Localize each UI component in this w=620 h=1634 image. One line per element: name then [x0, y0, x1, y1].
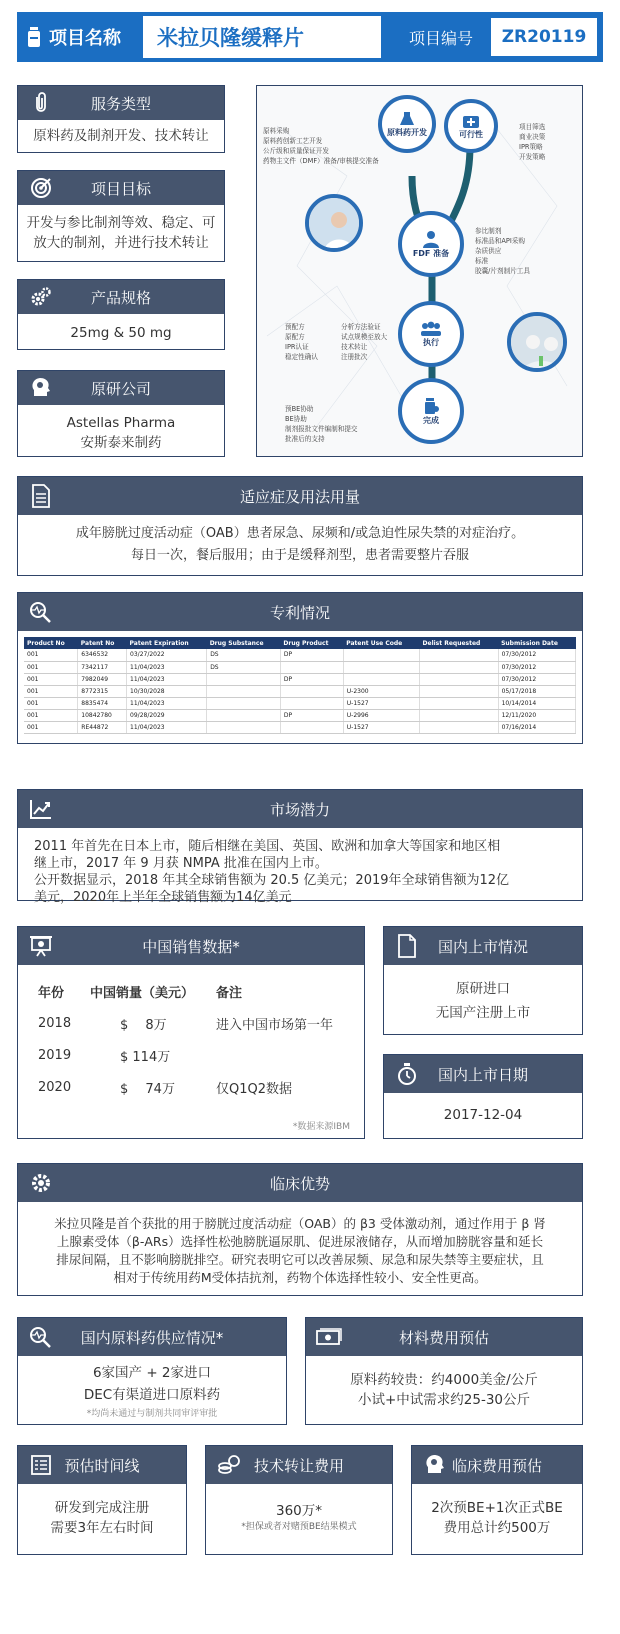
product-spec-title: 产品规格	[90, 288, 151, 307]
bullets-feasibility: 项目筛选 商业决策 IPR策略 开发策略	[519, 123, 546, 161]
table-header-row: 年份 中国销量（美元） 备注	[38, 985, 243, 1001]
node-api-development: 原料药开发	[378, 95, 436, 153]
material-cost-card	[305, 1317, 583, 1425]
document-icon	[394, 933, 420, 959]
checklist-icon	[28, 1452, 54, 1478]
patent-table	[24, 637, 576, 734]
product-spec-card	[17, 279, 225, 350]
header-bar	[17, 12, 603, 62]
timeline-line1: 研发到完成注册	[54, 1500, 150, 1516]
material-cost-line1: 原料药较贵：约4000美金/公斤	[350, 1372, 538, 1388]
stopwatch-icon	[394, 1061, 420, 1087]
indication-line2: 每日一次，餐后服用；由于是缓释剂型，患者需要整片吞服	[130, 548, 469, 563]
table-row: 2019 $ 114万	[38, 1047, 171, 1065]
head-gear-icon	[422, 1452, 448, 1478]
table-header-row: Product No Patent No Patent Expiration Drug Substance Drug Product Patent Use Code Delist Requested Submission Date	[24, 637, 576, 649]
team-icon	[420, 321, 442, 337]
market-line4: 美元，2020年上半年全球销售额为14亿美元	[34, 890, 292, 905]
clinical-advantage-line2: 上腺素受体（β-ARs）选择性松弛膀胱逼尿肌、促进尿液储存，从而增加膀胱容量和延长	[56, 1234, 544, 1249]
bullets-fdf: 参比制剂 标准品和API采购 杂质供应 标准 胶囊/片剂制片工具	[475, 227, 530, 275]
service-type-text: 原料药及制剂开发、技术转让	[33, 128, 209, 144]
indication-card	[17, 476, 583, 576]
growth-chart-icon	[28, 796, 54, 822]
clinical-cost-line1: 2次预BE+1次正式BE	[431, 1500, 563, 1516]
table-row: 2018 $ 8万 进入中国市场第一年	[38, 1015, 334, 1033]
table-row: 001 7342117 11/04/2023 DS 07/30/2012	[24, 661, 576, 673]
node-fdf-preparation: FDF 准备	[398, 211, 464, 277]
patent-title: 专利情况	[269, 603, 330, 622]
lab-scientist-photo	[305, 194, 363, 252]
doctor-icon	[421, 230, 441, 248]
bullets-complete: 预BE协助 BE协助 制剂报批文件编制和提交 批准后的支持	[285, 405, 358, 443]
clinical-cost-line2: 费用总计约500万	[443, 1520, 551, 1536]
clinical-advantage-title: 临床优势	[269, 1174, 330, 1193]
node-complete: 完成	[398, 378, 464, 444]
table-row: 2020 $ 74万 仅Q1Q2数据	[38, 1079, 293, 1097]
transfer-fee-value: 360万*	[275, 1503, 323, 1519]
target-icon	[28, 175, 54, 201]
lab-team-photo	[507, 312, 567, 372]
clinical-cost-title: 临床费用预估	[451, 1456, 542, 1475]
domestic-status-line2: 无国产注册上市	[435, 1005, 531, 1021]
originator-name-cn: 安斯泰来制药	[80, 435, 162, 451]
indication-line1: 成年膀胱过度活动症（OAB）患者尿急、尿频和/或急迫性尿失禁的对症治疗。	[75, 526, 525, 541]
domestic-date-title: 国内上市日期	[437, 1065, 528, 1084]
market-line3: 公开数据显示，2018 年其全球销售额为 20.5 亿美元；2019年全球销售额为12亿	[34, 873, 510, 888]
project-name-label: 项目名称	[17, 12, 139, 62]
transfer-fee-card	[205, 1445, 393, 1555]
api-supply-card	[17, 1317, 287, 1425]
market-title: 市场潜力	[269, 800, 330, 819]
domestic-status-line1: 原研进口	[456, 981, 510, 997]
paperclip-icon	[28, 90, 54, 116]
timeline-card	[17, 1445, 187, 1555]
api-supply-title: 国内原料药供应情况*	[80, 1328, 224, 1347]
api-supply-line1: 6家国产 + 2家进口	[92, 1365, 212, 1381]
table-row: 001 7982049 11/04/2023 DP 07/30/2012	[24, 673, 576, 685]
table-row: 001 8835474 11/04/2023 U-1527 10/14/2014	[24, 697, 576, 709]
originator-title: 原研公司	[90, 379, 151, 398]
api-supply-line2: DEC有渠道进口原料药	[83, 1387, 221, 1403]
clinical-advantage-line4: 相对于传统用药M受体拮抗剂，药物个体选择性较小、安全性更高。	[113, 1270, 487, 1285]
gear-icon	[28, 1170, 54, 1196]
clinical-advantage-line1: 米拉贝隆是首个获批的用于膀胱过度活动症（OAB）的 β3 受体激动剂，通过作用于 β 肾	[54, 1216, 546, 1231]
table-row: 001 6346532 03/27/2022 DS DP 07/30/2012	[24, 649, 576, 661]
project-goal-title: 项目目标	[90, 179, 151, 198]
project-code-label: 项目编号	[408, 28, 473, 48]
head-gear-icon	[28, 375, 54, 401]
domestic-date-value: 2017-12-04	[443, 1107, 523, 1123]
pulse-magnifier-icon	[28, 599, 54, 625]
service-type-title: 服务类型	[90, 94, 151, 113]
document-icon	[28, 483, 54, 509]
project-goal-line2: 放大的制剂，并进行技术转让	[33, 235, 209, 251]
clinical-cost-card	[411, 1445, 583, 1555]
china-sales-title: 中国销售数据*	[142, 937, 240, 956]
flask-icon	[398, 111, 416, 127]
indication-title: 适应症及用法用量	[239, 487, 360, 506]
medical-kit-icon	[462, 113, 480, 129]
originator-card	[17, 370, 225, 457]
timeline-line2: 需要3年左右时间	[50, 1520, 154, 1536]
china-sales-footnote: *数据来源IBM	[292, 1122, 350, 1132]
clinical-advantage-line3: 排尿间隔，且不影响膀胱排空。研究表明它可以改善尿频、尿急和尿失禁等主要症状，且	[56, 1252, 544, 1267]
domestic-date-card	[383, 1054, 583, 1139]
market-card	[17, 789, 583, 905]
transfer-fee-footnote: *担保或者对赌预BE结果模式	[241, 1522, 357, 1532]
node-feasibility: 可行性	[444, 99, 498, 153]
medicine-bottle-icon	[422, 397, 440, 415]
development-process-infographic	[256, 85, 583, 457]
clinical-advantage-card	[17, 1163, 583, 1296]
api-supply-footnote: *均尚未通过与制剂共同审评审批	[86, 1409, 218, 1419]
originator-name-en: Astellas Pharma	[66, 415, 176, 431]
market-line2: 继上市，2017 年 9 月获 NMPA 批准在国内上市。	[34, 856, 328, 871]
table-row: 001 10842780 09/28/2029 DP U-2996 12/11/2020	[24, 709, 576, 721]
presentation-board-icon	[28, 933, 54, 959]
node-execute: 执行	[398, 301, 464, 367]
project-code: ZR20119	[491, 18, 597, 56]
bullets-execute-right: 分析方法验证 试点规模至放大 技术转让 注册批次	[341, 323, 388, 361]
table-row: 001 RE44872 11/04/2023 U-1527 07/16/2014	[24, 721, 576, 733]
pulse-magnifier-icon	[28, 1324, 54, 1350]
flask-icon	[25, 26, 43, 48]
project-goal-card	[17, 170, 225, 262]
cash-icon	[316, 1324, 342, 1350]
project-goal-line1: 开发与参比制剂等效、稳定、可	[26, 215, 216, 231]
material-cost-title: 材料费用预估	[398, 1328, 489, 1347]
china-sales-card	[17, 926, 365, 1139]
domestic-status-card	[383, 926, 583, 1035]
bullets-api: 原料采购 原料药创新工艺开发 公斤级和质量保证开发 药物主文件（DMF）准备/审核提交准备	[263, 127, 379, 165]
timeline-title: 预估时间线	[64, 1456, 140, 1475]
product-name: 米拉贝隆缓释片	[143, 16, 381, 58]
gears-icon	[28, 284, 54, 310]
patent-card	[17, 592, 583, 744]
product-spec-text: 25mg & 50 mg	[70, 325, 172, 341]
bullets-execute-left: 预配方 原配方 IPR认证 稳定性确认	[285, 323, 318, 361]
china-sales-table	[38, 975, 356, 1103]
material-cost-line2: 小试+中试需求约25-30公斤	[357, 1392, 531, 1408]
coins-icon	[216, 1452, 242, 1478]
service-type-card	[17, 85, 225, 153]
domestic-status-title: 国内上市情况	[437, 937, 528, 956]
transfer-fee-title: 技术转让费用	[253, 1456, 344, 1475]
market-line1: 2011 年首先在日本上市，随后相继在美国、英国、欧洲和加拿大等国家和地区相	[34, 839, 501, 854]
table-row: 001 8772315 10/30/2028 U-2300 05/17/2018	[24, 685, 576, 697]
